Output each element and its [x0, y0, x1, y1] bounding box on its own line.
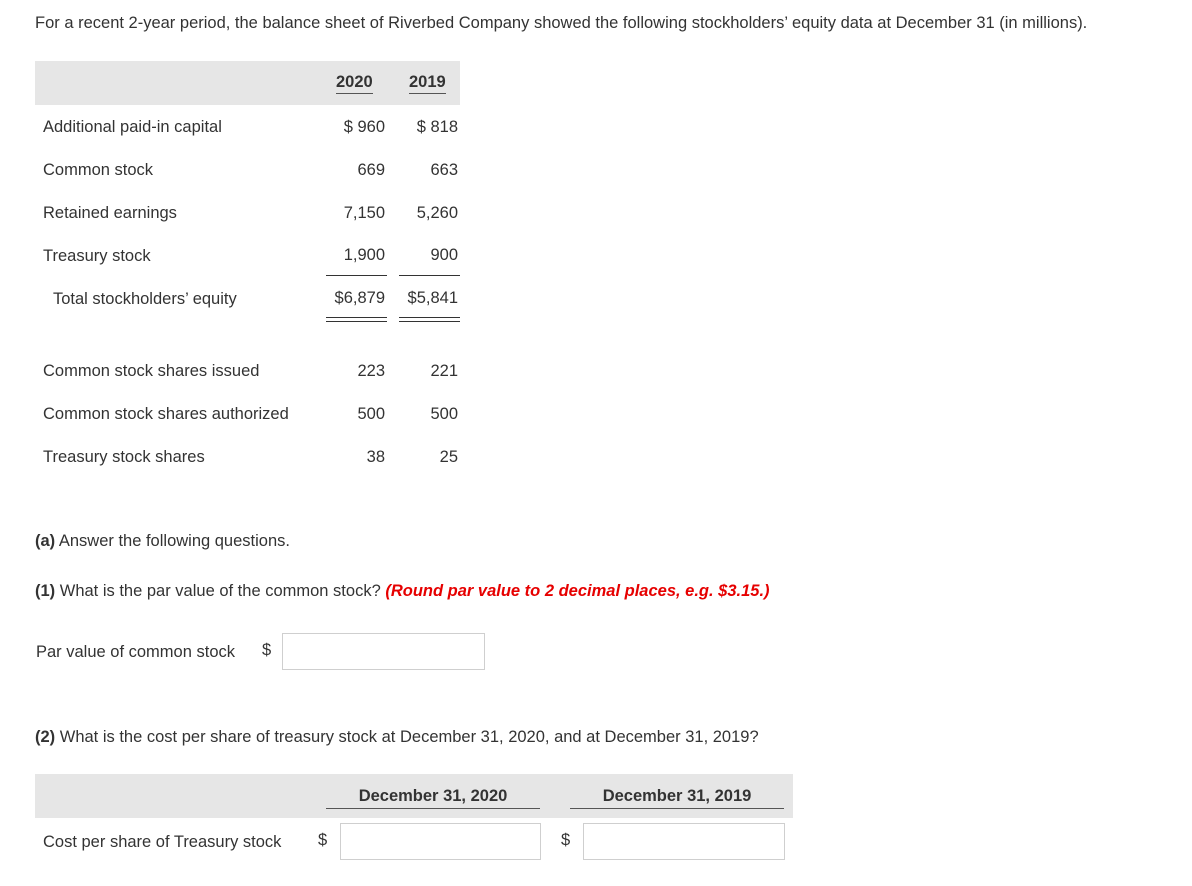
cost-2019-currency: $	[561, 831, 571, 849]
cost-per-share-label: Cost per share of Treasury stock	[43, 833, 282, 851]
year-2019-header: 2019	[409, 73, 446, 94]
shares-issued-2020: 223	[357, 362, 385, 380]
cost-per-share-2019-input[interactable]	[583, 823, 785, 860]
treasury-stock-2020: 1,900	[343, 246, 385, 264]
q1-rounding-instruction: (Round par value to 2 decimal places, e.g. $3.15.)	[385, 582, 770, 600]
total-double-rule-2020	[326, 317, 387, 322]
cost-2020-currency: $	[318, 831, 328, 849]
row-label-common-stock: Common stock	[43, 161, 154, 179]
part-a-heading	[35, 532, 290, 551]
common-stock-2020: 669	[357, 161, 385, 179]
cost-per-share-2020-input[interactable]	[340, 823, 541, 860]
subtotal-rule-2019	[399, 275, 460, 276]
common-stock-2019: 663	[430, 161, 458, 179]
total-equity-2019: $5,841	[407, 289, 458, 307]
row-label-shares-issued: Common stock shares issued	[43, 362, 260, 380]
total-equity-2020: $6,879	[334, 289, 385, 307]
total-double-rule-2019	[399, 317, 460, 322]
table-header-band	[35, 61, 460, 105]
retained-earnings-2019: 5,260	[416, 204, 458, 222]
row-label-treasury-stock: Treasury stock	[43, 247, 151, 265]
problem-intro: For a recent 2-year period, the balance sheet of Riverbed Company showed the following stockholders’ equity data at December 31 (in millions).	[35, 14, 1088, 32]
treasury-shares-2020: 38	[366, 448, 385, 466]
shares-authorized-2020: 500	[357, 405, 385, 423]
shares-issued-2019: 221	[430, 362, 458, 380]
q1-prefix: (1)	[35, 582, 56, 600]
question-1	[35, 582, 770, 601]
q1-text: What is the par value of the common stock?	[55, 582, 386, 600]
question-2	[35, 728, 759, 747]
par-value-currency: $	[262, 641, 272, 659]
row-label-apic: Additional paid-in capital	[43, 118, 222, 136]
year-2020-header: 2020	[336, 73, 373, 94]
treasury-stock-2019: 900	[430, 246, 458, 264]
row-label-treasury-shares: Treasury stock shares	[43, 448, 205, 466]
subtotal-rule-2020	[326, 275, 387, 276]
part-a-text: Answer the following questions.	[55, 532, 290, 550]
apic-2019: $ 818	[416, 118, 458, 136]
retained-earnings-2020: 7,150	[343, 204, 385, 222]
row-label-total-equity: Total stockholders’ equity	[53, 290, 237, 308]
dec-2019-header: December 31, 2019	[570, 787, 784, 809]
apic-2020: $ 960	[343, 118, 385, 136]
q2-text: What is the cost per share of treasury stock at December 31, 2020, and at December 31, 2019?	[55, 728, 759, 746]
par-value-label: Par value of common stock	[36, 643, 235, 661]
row-label-retained-earnings: Retained earnings	[43, 204, 177, 222]
part-a-prefix: (a)	[35, 532, 56, 550]
treasury-shares-2019: 25	[439, 448, 458, 466]
row-label-shares-authorized: Common stock shares authorized	[43, 405, 289, 423]
dec-2020-header: December 31, 2020	[326, 787, 540, 809]
par-value-input[interactable]	[282, 633, 485, 670]
shares-authorized-2019: 500	[430, 405, 458, 423]
q2-prefix: (2)	[35, 728, 56, 746]
